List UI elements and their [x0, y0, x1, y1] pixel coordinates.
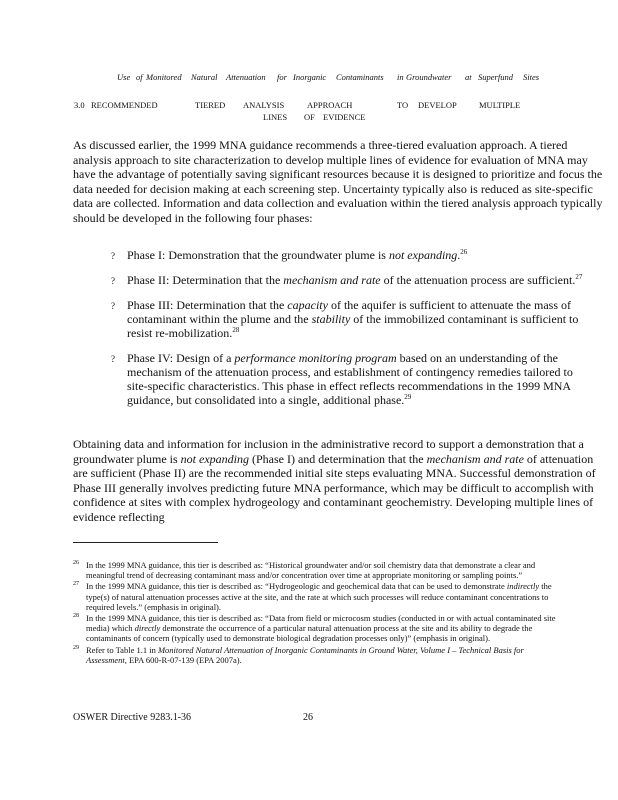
footnote-emphasis: directly — [134, 623, 161, 634]
para-text: Obtaining data and information for inclusion in the administrative record to support a demonstration that a groundwater plume is — [73, 437, 584, 466]
phase-text: Phase IV: Design of a — [127, 351, 235, 365]
header-word: Inorganic — [293, 72, 327, 82]
header-word: at — [465, 72, 472, 82]
section-word: RECOMMENDED — [91, 100, 158, 110]
bullet-glyph: ? — [111, 354, 115, 364]
evidence-paragraph — [73, 437, 605, 524]
para-text: (Phase I) and determination that the — [248, 451, 427, 466]
section-word: EVIDENCE — [323, 112, 366, 122]
section-word: DEVELOP — [418, 100, 457, 110]
phase-text: Phase II: Determination that the — [127, 273, 284, 287]
footnote — [73, 613, 563, 644]
footnote-text: EPA 600-R-07-139 (EPA 2007a). — [126, 654, 242, 665]
phase-text: Phase III: Determination that the — [127, 298, 288, 312]
footnote-text: In the 1999 MNA guidance, this tier is described as: “Hydrogeologic and geochemical data that can be used to demonstrate — [86, 581, 507, 592]
footnote-ref[interactable]: 26 — [460, 248, 468, 256]
footnote-emphasis: indirectly — [506, 581, 540, 592]
phase-text: of the immobilized contaminant is sufficient to resist re-mobilization. — [127, 312, 579, 340]
header-word: Groundwater — [406, 72, 452, 82]
para-emphasis: mechanism and rate — [426, 451, 524, 466]
header-word: Contaminants — [336, 72, 384, 82]
bullet-glyph: ? — [111, 301, 115, 311]
phase-item — [73, 351, 593, 407]
header-word: in — [397, 72, 404, 82]
footnote-number: 27 — [73, 581, 79, 588]
footnote-number: 28 — [73, 613, 79, 620]
section-word: TO — [397, 100, 409, 110]
phase-text: . — [457, 248, 461, 262]
section-word: MULTIPLE — [479, 100, 521, 110]
page-number: 26 — [303, 712, 313, 723]
footnote-separator — [73, 542, 218, 543]
footnote-ref[interactable]: 29 — [404, 393, 412, 401]
footnote — [73, 581, 563, 612]
header-word: Natural — [191, 72, 218, 82]
phase-item — [73, 298, 593, 340]
header-word: Superfund — [478, 72, 513, 82]
section-word: OF — [304, 112, 315, 122]
footnote-emphasis: Monitored Natural Attenuation of Inorganic Contaminants in Ground Water, Volume I – Technical Basis for Assessment, — [86, 644, 524, 665]
header-word: Monitored — [146, 72, 182, 82]
footnote-text: In the 1999 MNA guidance, this tier is described as: “Historical groundwater and/or soil chemistry data that demonstrate a clear and meaningful trend of decreasing contaminant mass and/or concentration over time at appropriate monitoring or sampling points.” — [86, 560, 536, 581]
header-word: Use — [117, 72, 131, 82]
phase-text: of the aquifer is sufficient to attenuate the mass of contaminant within the plume and the — [127, 298, 571, 326]
phase-text: Phase I: Demonstration that the groundwater plume is — [127, 248, 389, 262]
phase-text: of the attenuation process are sufficient. — [380, 273, 576, 287]
header-word: of — [136, 72, 143, 82]
intro-paragraph — [73, 138, 605, 225]
bullet-glyph: ? — [111, 251, 115, 261]
header-word: Attenuation — [226, 72, 266, 82]
phase-item — [73, 273, 593, 287]
section-word: LINES — [263, 112, 288, 122]
footnote-ref[interactable]: 28 — [232, 326, 240, 334]
footnote-ref[interactable]: 27 — [575, 273, 583, 281]
footnote-number: 29 — [73, 644, 79, 651]
para-emphasis: not expanding — [180, 451, 249, 466]
section-word: ANALYSIS — [243, 100, 285, 110]
footnote-text: the type(s) of natural attenuation processes active at the site, and the rate at which such processes will reduce contaminant concentrations to required levels.” (emphasis in original). — [86, 581, 552, 612]
phase-emphasis: capacity — [287, 298, 328, 312]
header-word: for — [277, 72, 287, 82]
phase-emphasis: mechanism and rate — [283, 273, 381, 287]
phase-emphasis: stability — [311, 312, 351, 326]
section-number: 3.0 — [74, 100, 85, 110]
footnote-number: 26 — [73, 560, 79, 566]
section-word: APPROACH — [307, 100, 353, 110]
phase-emphasis: performance monitoring program — [234, 351, 397, 365]
phase-list — [73, 248, 593, 418]
phase-emphasis: not expanding — [388, 248, 458, 262]
footnote — [73, 560, 563, 580]
footer-directive: OSWER Directive 9283.1-36 — [73, 712, 192, 723]
footnote — [73, 645, 563, 665]
bullet-glyph: ? — [111, 276, 115, 286]
footnote-text: demonstrate the occurrence of a particular natural attenuation process at the site and its ability to degrade the contaminants of concern (typically used to demonstrate biological degradation processes only)” (emphasis in original). — [86, 623, 533, 644]
footnote-text: Refer to Table 1.1 in — [86, 644, 158, 655]
phase-item — [73, 248, 593, 262]
evidence-text — [73, 437, 605, 524]
footnote-text: In the 1999 MNA guidance, this tier is described as: “Data from field or microcosm studies (conducted in or with actual contaminated site media) which — [86, 613, 556, 634]
footnotes — [73, 560, 563, 666]
section-word: TIERED — [195, 100, 226, 110]
phase-text: based on an understanding of the mechanism of the attenuation process, and establishment of contingency remedies tailored to site-specific characteristics. This phase in effect reflects recommendations in the 1999 MNA guidance, but consolidated into a single, additional phase. — [127, 351, 573, 407]
para-text: of attenuation are sufficient (Phase II) are the recommended initial site steps evaluating MNA. Successful demonstration of Phase III generally involves predicting future MNA performance, which may be difficult to accomplish with confidence at sites with complex hydrogeology and contaminant geochemistry. Developing multiple lines of evidence reflecting — [73, 451, 596, 524]
header-word: Sites — [523, 72, 540, 82]
intro-text: As discussed earlier, the 1999 MNA guidance recommends a three-tiered evaluation approach. A tiered analysis approach to site characterization to develop multiple lines of evidence for evaluation of MNA may have the advantage of potentially saving significant resources because it is designed to prioritize and focus the data needed for decision making at each screening step. Uncertainty typically also is reduced as site-specific data are collected. Information and data collection and evaluation within the tiered analysis approach typically should be developed in the following four phases: — [73, 138, 603, 225]
